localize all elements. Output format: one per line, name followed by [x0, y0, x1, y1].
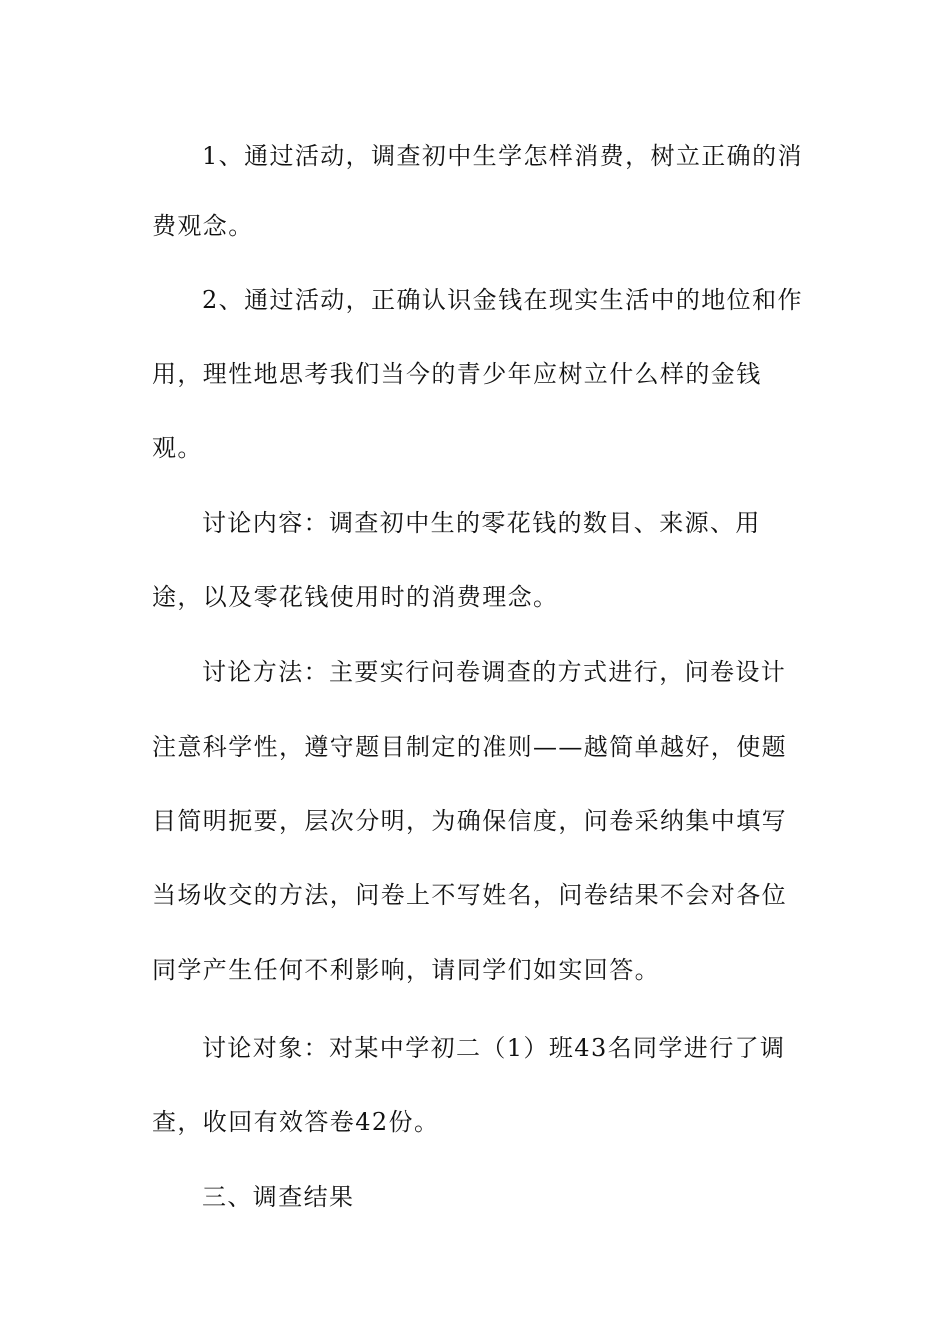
discussion-method-line-4: 当场收交的方法，问卷上不写姓名，问卷结果不会对各位: [152, 881, 787, 909]
goal-1-line-1: 1、通过活动，调查初中生学怎样消费，树立正确的消: [202, 142, 803, 170]
discussion-method-line-1: 讨论方法：主要实行问卷调查的方式进行，问卷设计: [202, 658, 787, 686]
discussion-method-line-2: 注意科学性，遵守题目制定的准则——越简单越好，使题: [152, 733, 787, 761]
discussion-content-line-2: 途，以及零花钱使用时的消费理念。: [152, 583, 559, 611]
goal-1-line-2: 费观念。: [152, 212, 254, 240]
goal-2-line-3: 观。: [152, 434, 203, 462]
discussion-object-line-1: 讨论对象：对某中学初二（1）班43名同学进行了调: [202, 1034, 786, 1062]
goal-2-line-1: 2、通过活动，正确认识金钱在现实生活中的地位和作: [202, 286, 803, 314]
discussion-method-line-5: 同学产生任何不利影响，请同学们如实回答。: [152, 956, 660, 984]
discussion-method-line-3: 目简明扼要，层次分明，为确保信度，问卷采纳集中填写: [152, 807, 787, 835]
section-heading-results: 三、调查结果: [202, 1183, 355, 1211]
discussion-object-line-2: 查，收回有效答卷42份。: [152, 1108, 440, 1136]
discussion-content-line-1: 讨论内容：调查初中生的零花钱的数目、来源、用: [202, 509, 761, 537]
goal-2-line-2: 用，理性地思考我们当今的青少年应树立什么样的金钱: [152, 360, 762, 388]
